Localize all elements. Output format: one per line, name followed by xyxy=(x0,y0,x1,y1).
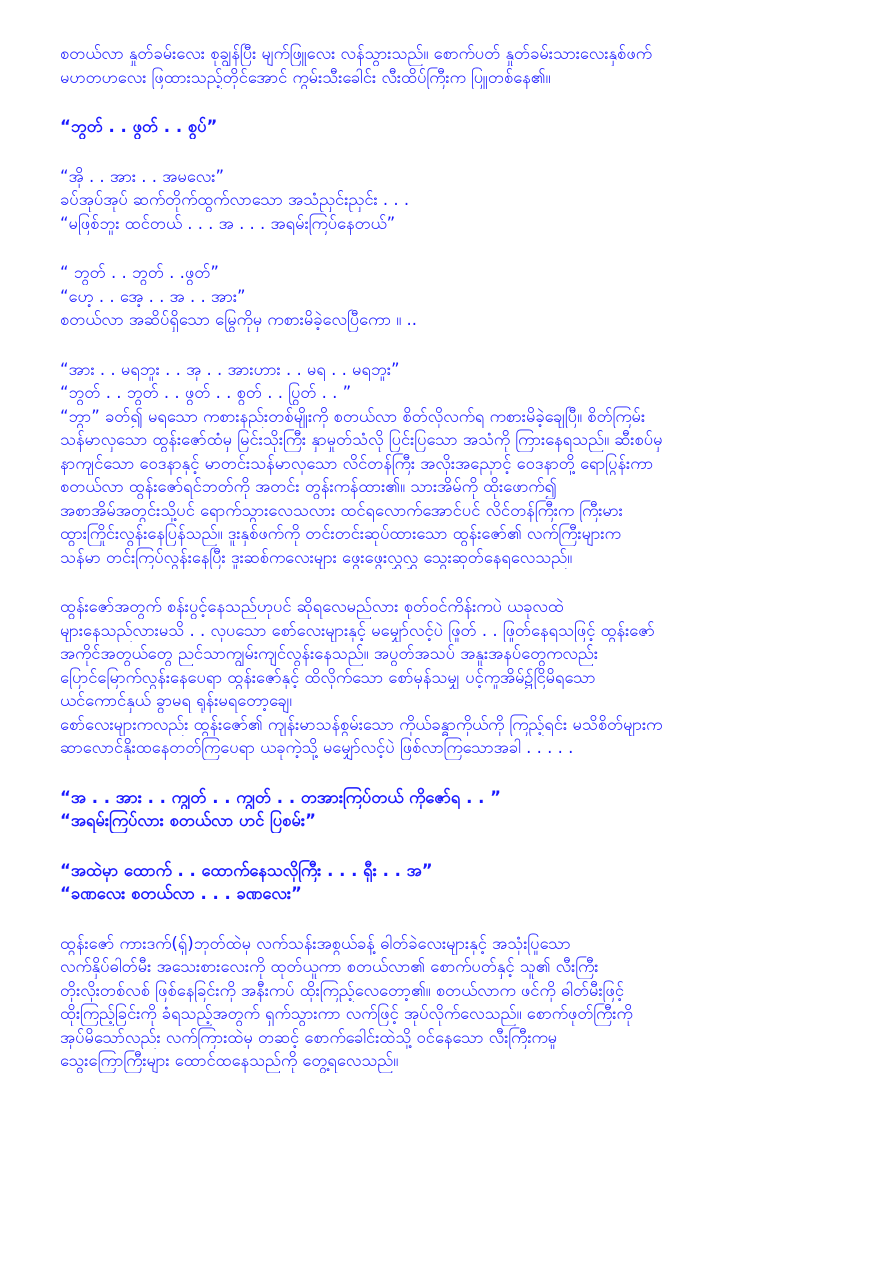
paragraph-3 xyxy=(60,165,850,236)
dialog-line: “ဘွတ် . . ဖွတ် . . စွပ်” xyxy=(60,117,218,136)
text-line: ထွန်းဇော်အတွက် စန်းပွင့်နေသည်ဟုပင် ဆိုရလေမည်လား စုတ်ဝင်ကိန်းကပဲ ယခုလထဲ xyxy=(60,597,564,616)
dialog-line: “အား . . မရဘူး . . အု . . အားဟား . . မရ . . မရဘူး” xyxy=(60,359,400,379)
text-line: ပြောင်မြောက်လွန်းနေပေရာ ထွန်းဇော်နှင့် ထိလိုက်သော စော်မှန်သမျှ ပင့်ကူအိမ်၌ငြိမိရသော xyxy=(60,667,596,687)
paragraph-4 xyxy=(60,261,850,332)
text-line: တိုးလိုးတစ်လစ် ဖြစ်နေခြင်းကို အနီးကပ် ထိုးကြည့်လေတော့၏။ စတယ်လာက ဖင်ကို ဓါတ်မီးဖြင့် xyxy=(60,980,625,1000)
dialog-line: “အရမ်းကြပ်လား စတယ်လာ ဟင် ပြစမ်း” xyxy=(60,811,316,830)
paragraph-1 xyxy=(60,42,850,89)
text-line: နာကျင်သော ဝေဒနာနှင့် မာတင်းသန်မာလှသော လိင်တန်ကြီး အလိုးအညှောင့် ဝေဒနာတို့ ရောပြွန်းကာ xyxy=(60,453,654,473)
text-line: “ဘွာ” ခတ်၍ မရသော ကစားနည်းတစ်မျိုးကို စတယ်လာ စိတ်လိုလက်ရ ကစားမိခဲ့ချေပြီ။ စိတ်ကြမ်း xyxy=(60,406,646,426)
text-line: သန်မာ တင်းကြပ်လွန်းနေပြီး ဒူးဆစ်ကလေးများ ဖွေးဖွေးလွှလွှ သွေးဆုတ်နေရလေသည်။ xyxy=(60,547,573,567)
text-line: သန်မာလှသော ထွန်းဇော်ထံမှ မြင်းသိုးကြီး နှာမှုတ်သံလို ပြင်းပြသော အသံကို ကြားနေရသည်။ ဆီးစပ်မှ xyxy=(60,430,663,449)
text-line: အုပ်မိသော်လည်း လက်ကြားထဲမှ တဆင့် စောက်ခေါင်းထဲသို့ ဝင်နေသော လီးကြီးကမူ xyxy=(60,1027,558,1047)
text-line: စတယ်လာ ထွန်းဇော်ရင်ဘတ်ကို အတင်း တွန်းကန်ထား၏။ သားအိမ်ကို ထိုးဖောက်၍ xyxy=(60,477,557,496)
text-line: ခပ်အုပ်အုပ် ဆက်တိုက်ထွက်လာသော အသံညှင်းညှင်း . . . xyxy=(60,190,410,209)
paragraph-5 xyxy=(60,358,850,570)
dialog-line: “အို . . အား . . အမလေး” xyxy=(60,166,225,186)
dialog-line: “အထဲမှာ ထောက် . . ထောက်နေသလိုကြီး . . . ရှီး . . အ” xyxy=(60,860,433,880)
text-line: မဟတဟလေး ဖြထားသည့်တိုင်အောင် ကွမ်းသီးခေါင်း လီးထိပ်ကြီးက ပြူတစ်နေ၏။ xyxy=(60,67,551,87)
paragraph-9 xyxy=(60,932,850,1073)
text-line: ထိုးကြည့်ခြင်းကို ခံရသည့်အတွက် ရှက်သွားကာ လက်ဖြင့် အုပ်လိုက်လေသည်။ စောက်ဖုတ်ကြီးကို xyxy=(60,1004,633,1023)
text-line: ထွန်းဇော် ကားဒက်(ရှ်)ဘုတ်ထဲမှ လက်သန်းအစွယ်ခန့် ဓါတ်ခဲလေးများနှင့် အသုံးပြုသော xyxy=(60,933,571,953)
dialog-line: “ ဘွတ် . . ဘွတ် . .ဖွတ်” xyxy=(60,263,219,282)
text-line: များနေသည်လားမသိ . . လှပသော စော်လေးများနှင့် မမျှော်လင့်ပဲ ဖြုတ် . . ဖြုတ်နေရသဖြင့် ထွန်းဇော် xyxy=(60,620,655,640)
dialog-line: “ဘွတ် . . ဘွတ် . . ဖွတ် . . စွတ် . . ပြွတ် . . ” xyxy=(60,383,352,402)
text-line: အကိုင်အတွယ်တွေ ညင်သာကျွမ်းကျင်လွန်းနေသည်။ အပွတ်အသပ် အနူးအနပ်တွေကလည်း xyxy=(60,644,599,663)
dialog-line: “မဖြစ်ဘူး ထင်တယ် . . . အ . . . အရမ်းကြပ်နေတယ်” xyxy=(60,213,396,233)
paragraph-2 xyxy=(60,115,850,139)
dialog-line: “ခဏလေး စတယ်လာ . . . ခဏလေး” xyxy=(60,884,302,903)
text-line: လက်နှိပ်ဓါတ်မီး အသေးစားလေးကို ထုတ်ယူကာ စတယ်လာ၏ စောက်ပတ်နှင့် သူ၏ လီးကြီး xyxy=(60,957,599,976)
document-page xyxy=(60,42,850,1073)
text-line: ထွားကြိုင်းလွန်းနေပြန်သည်။ ဒူးနှစ်ဖက်ကို တင်းတင်းဆုပ်ထားသော ထွန်းဇော်၏ လက်ကြီးများက xyxy=(60,524,621,543)
dialog-line: “အ . . အား . . ကျွတ် . . ကျွတ် . . တအားကြပ်တယ် ကိုဇော်ရ . . ” xyxy=(60,787,501,807)
paragraph-7 xyxy=(60,786,850,833)
text-line: အစာအိမ်အတွင်းသို့ပင် ရောက်သွားလေသလား ထင်ရလောက်အောင်ပင် လိင်တန်ကြီးက ကြီးမား xyxy=(60,500,623,520)
text-line: ဆာလောင်နိုးထနေတတ်ကြပေရာ ယခုကဲ့သို့ မမျှော်လင့်ပဲ ဖြစ်လာကြသောအခါ . . . . . xyxy=(60,738,574,757)
text-line: သွေးကြောကြီးများ ထောင်ထနေသည်ကို တွေ့ရလေသည်။ xyxy=(60,1051,399,1070)
text-line: စော်လေးများကလည်း ထွန်းဇော်၏ ကျန်းမာသန်စွမ်းသော ကိုယ်ခန္ဓာကိုယ်ကို ကြည့်ရင်း မသိစိတ်များက xyxy=(60,714,663,734)
text-line: စတယ်လာ အဆိပ်ရှိသော မြွေကိုမှ ကစားမိခဲ့လေပြီကော ။ .. xyxy=(60,310,418,329)
text-line: စတယ်လာ နှုတ်ခမ်းလေး စုချွန်ပြီး မျက်ဖြူလေး လန်သွားသည်။ စောက်ပတ် နှုတ်ခမ်းသားလေးနှစ်ဖက် xyxy=(60,44,652,63)
paragraph-6 xyxy=(60,595,850,760)
dialog-line: “ဟေ့ . . အေ့ . . အ . . အား” xyxy=(60,286,246,306)
paragraph-8 xyxy=(60,859,850,906)
text-line: ယင်ကောင်နှယ် ခွာမရ ရုန်းမရတော့ချေ၊ xyxy=(60,691,292,710)
